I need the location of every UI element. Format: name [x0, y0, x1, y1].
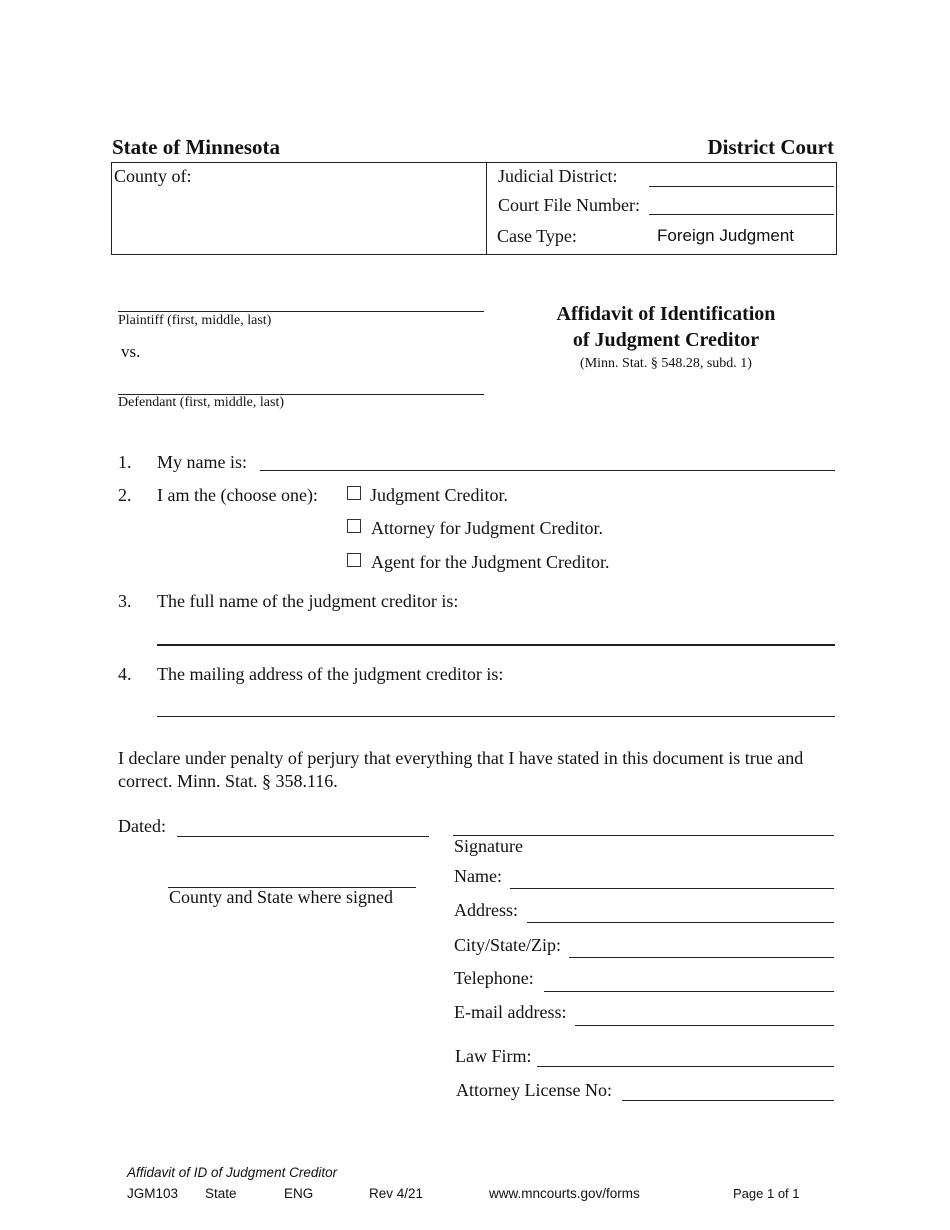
telephone-field[interactable] — [544, 991, 834, 992]
case-type-label: Case Type: — [497, 226, 577, 246]
county-label: County of: — [114, 166, 192, 186]
item-4-label: The mailing address of the judgment creditor is: — [157, 664, 504, 684]
signature-label: Signature — [454, 836, 523, 856]
name-field[interactable] — [510, 888, 834, 889]
my-name-field[interactable] — [260, 470, 835, 471]
declaration-line2: correct. Minn. Stat. § 358.116. — [118, 771, 338, 791]
item-2-label: I am the (choose one): — [157, 485, 318, 505]
agent-option: Agent for the Judgment Creditor. — [371, 552, 610, 572]
item-1-label: My name is: — [157, 452, 247, 472]
judgment-creditor-option: Judgment Creditor. — [370, 485, 508, 505]
law-firm-label: Law Firm: — [455, 1046, 532, 1066]
state-heading: State of Minnesota — [112, 135, 280, 159]
county-state-label: County and State where signed — [169, 887, 393, 907]
name-label: Name: — [454, 866, 502, 886]
judicial-district-field[interactable] — [649, 186, 834, 187]
creditor-name-field[interactable] — [157, 644, 835, 646]
attorney-checkbox[interactable] — [347, 519, 361, 533]
telephone-label: Telephone: — [454, 968, 534, 988]
agent-checkbox[interactable] — [347, 553, 361, 567]
footer-language: ENG — [284, 1186, 314, 1201]
footer-form-title: Affidavit of ID of Judgment Creditor — [127, 1165, 338, 1180]
statute-reference: (Minn. Stat. § 548.28, subd. 1) — [580, 356, 752, 371]
email-label: E-mail address: — [454, 1002, 567, 1022]
footer-page-number: Page 1 of 1 — [733, 1186, 800, 1201]
court-file-number-label: Court File Number: — [498, 195, 640, 215]
item-2-number: 2. — [118, 485, 132, 505]
dated-label: Dated: — [118, 816, 166, 836]
mailing-address-field[interactable] — [157, 716, 835, 717]
law-firm-field[interactable] — [537, 1066, 834, 1067]
declaration-line1: I declare under penalty of perjury that everything that I have stated in this document is true and — [118, 748, 804, 768]
header-table-divider — [486, 162, 487, 255]
city-state-zip-label: City/State/Zip: — [454, 935, 561, 955]
footer-jurisdiction: State — [205, 1186, 237, 1201]
judgment-creditor-checkbox[interactable] — [347, 486, 361, 500]
plaintiff-label: Plaintiff (first, middle, last) — [118, 313, 272, 328]
case-type-value: Foreign Judgment — [657, 226, 795, 245]
attorney-option: Attorney for Judgment Creditor. — [371, 518, 603, 538]
item-1-number: 1. — [118, 452, 132, 472]
court-heading: District Court — [707, 135, 834, 159]
attorney-license-field[interactable] — [622, 1100, 834, 1101]
address-field[interactable] — [527, 922, 834, 923]
court-file-number-field[interactable] — [649, 214, 834, 215]
dated-field[interactable] — [177, 836, 429, 837]
address-label: Address: — [454, 900, 518, 920]
item-3-number: 3. — [118, 591, 132, 611]
item-4-number: 4. — [118, 664, 132, 684]
form-title-line1: Affidavit of Identification — [556, 303, 776, 325]
footer-website: www.mncourts.gov/forms — [489, 1186, 640, 1201]
footer-revision: Rev 4/21 — [369, 1186, 424, 1201]
footer-form-code: JGM103 — [127, 1186, 179, 1201]
judicial-district-label: Judicial District: — [498, 166, 618, 186]
city-state-zip-field[interactable] — [569, 957, 834, 958]
defendant-label: Defendant (first, middle, last) — [118, 395, 285, 410]
item-3-label: The full name of the judgment creditor is: — [157, 591, 459, 611]
email-field[interactable] — [575, 1025, 834, 1026]
attorney-license-label: Attorney License No: — [456, 1080, 612, 1100]
vs-text: vs. — [121, 342, 141, 361]
plaintiff-field[interactable] — [118, 311, 484, 312]
form-title-line2: of Judgment Creditor — [572, 329, 760, 351]
